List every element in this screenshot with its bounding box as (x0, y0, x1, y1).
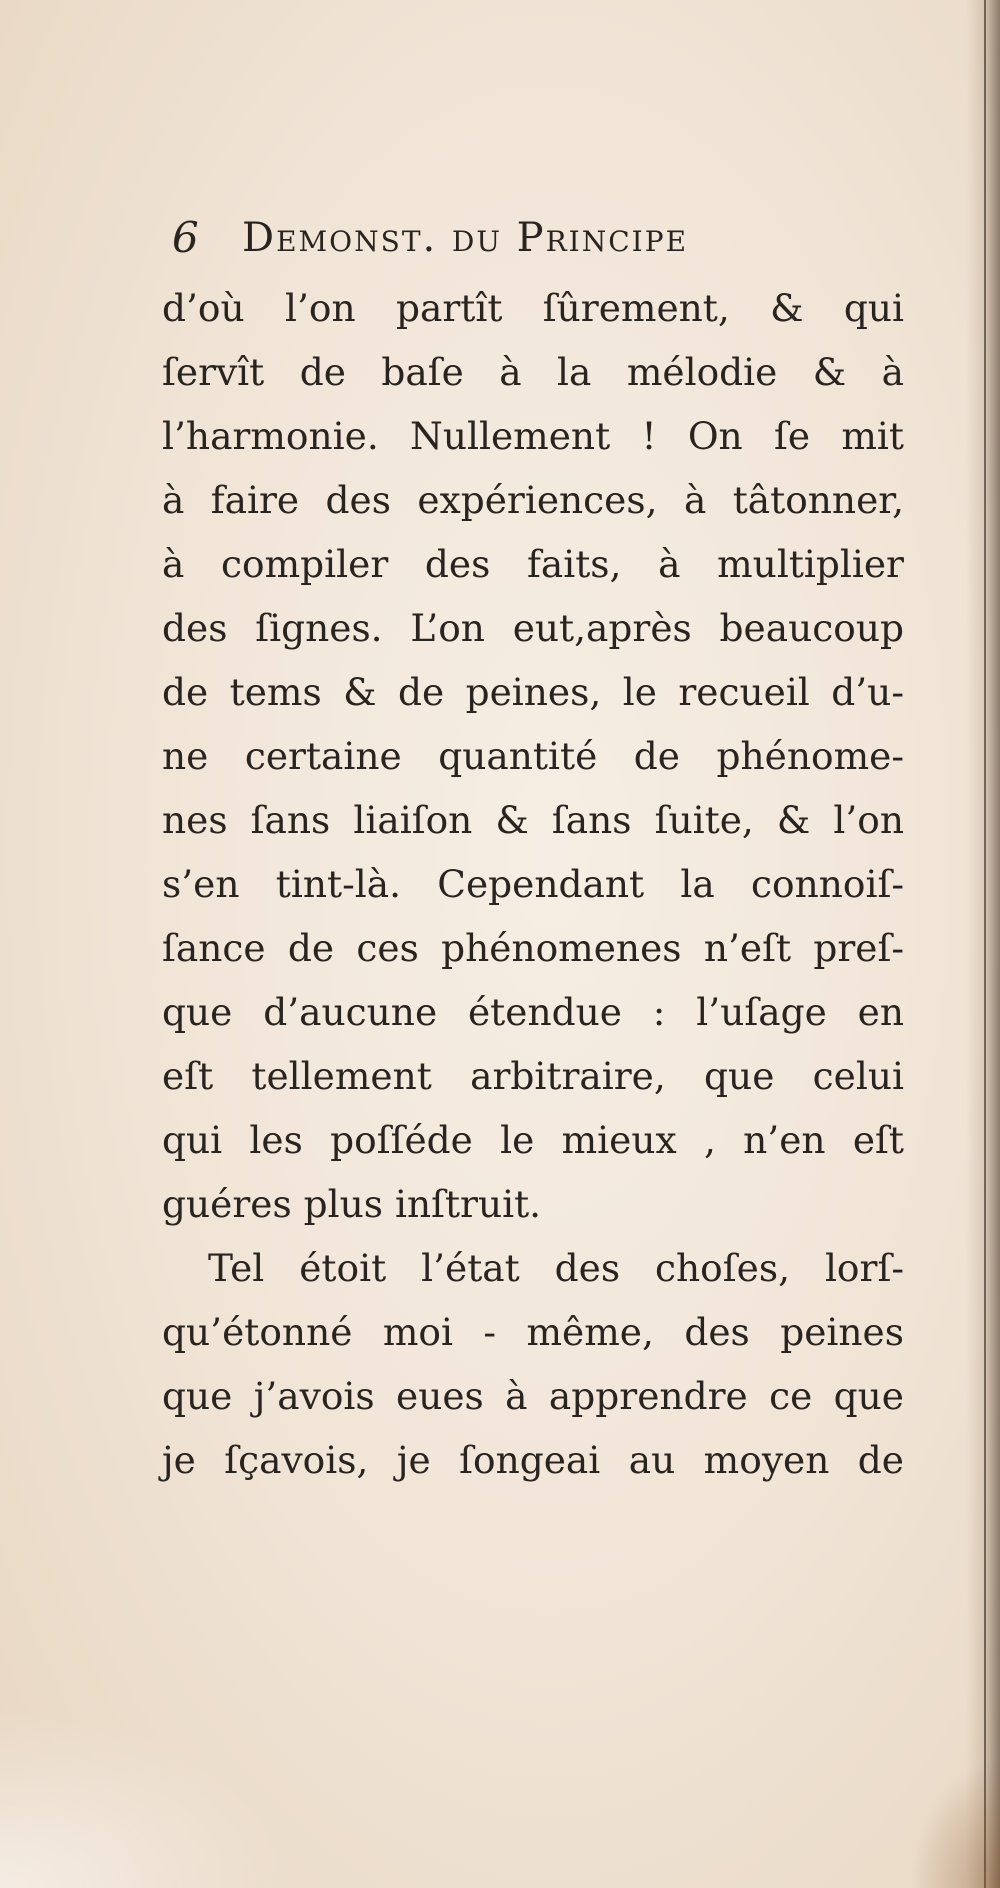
running-head: Demonst. du Principe (242, 215, 689, 261)
text-line: je ſçavois, je ſongeai au moyen de (162, 1438, 904, 1482)
page-header (172, 208, 912, 268)
binding-edge-line (984, 0, 986, 1888)
text-line: qui les poſſéde le mieux , n’en eſt (162, 1118, 904, 1162)
text-line: à faire des expériences, à tâtonner, (162, 478, 904, 522)
paper-fade (0, 1708, 300, 1888)
text-line: ſance de ces phénomenes n’eſt preſ- (162, 926, 904, 970)
paragraph-start-line: Tel étoit l’état des choſes, lorſ- (208, 1246, 904, 1290)
text-line: s’en tint-là. Cependant la connoiſ- (162, 862, 904, 906)
text-line: eſt tellement arbitraire, que celui (162, 1054, 904, 1098)
text-line: d’où l’on partît ſûrement, & qui (162, 286, 904, 330)
corner-stain (910, 1758, 1000, 1888)
text-line: l’harmonie. Nullement ! On ſe mit (162, 414, 904, 458)
text-line: de tems & de peines, le recueil d’u- (162, 670, 904, 714)
page-number: 6 (172, 213, 199, 262)
body-text (162, 276, 904, 1492)
text-line: ſervît de baſe à la mélodie & à (162, 350, 904, 394)
text-line: à compiler des faits, à multiplier (162, 542, 904, 586)
text-line: qu’étonné moi - même, des peines (162, 1310, 904, 1354)
binding-edge-shadow (966, 0, 1000, 1888)
paragraph-end-line: guéres plus inſtruit. (162, 1182, 542, 1226)
text-line: que j’avois eues à apprendre ce que (162, 1374, 904, 1418)
text-line: ne certaine quantité de phénome- (162, 734, 904, 778)
text-line: des ſignes. L’on eut,après beaucoup (162, 606, 904, 650)
text-line: nes ſans liaiſon & ſans ſuite, & l’on (162, 798, 904, 842)
text-line: que d’aucune étendue : l’uſage en (162, 990, 904, 1034)
